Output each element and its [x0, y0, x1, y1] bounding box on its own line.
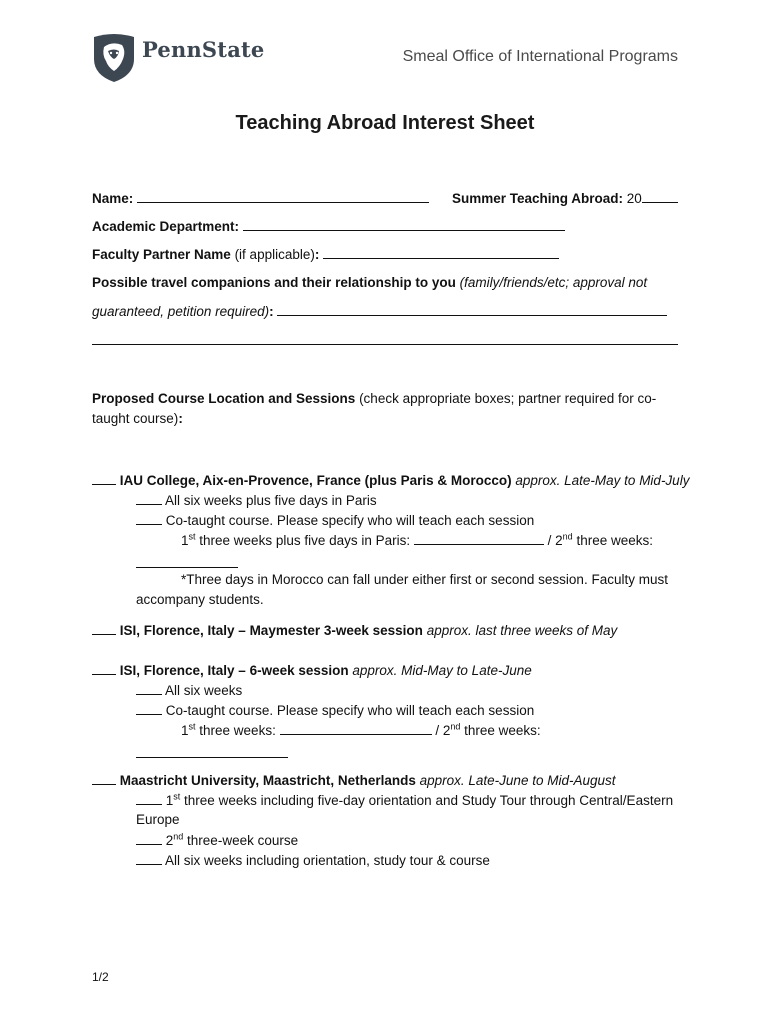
- companions-line: [92, 274, 647, 292]
- iau-dates: approx. Late-May to Mid-July: [515, 473, 690, 488]
- maastricht-line: [92, 771, 616, 790]
- iau-first-field[interactable]: [414, 531, 544, 545]
- companions-line-2: [92, 302, 667, 321]
- page-number: 1/2: [92, 970, 109, 984]
- maastricht-opt1-blank[interactable]: [136, 791, 162, 805]
- isi6-opt2-blank[interactable]: [136, 701, 162, 715]
- pennstate-logo: [92, 33, 264, 83]
- isi3-dates: approx. last three weeks of May: [426, 623, 618, 638]
- partner-field[interactable]: [323, 245, 559, 259]
- iau-first-num: 1: [181, 533, 189, 548]
- isi6-first-field[interactable]: [280, 721, 432, 735]
- maastricht-opt2-sup: nd: [173, 831, 184, 842]
- iau-sessions-line: [181, 531, 653, 550]
- isi6-name: ISI, Florence, Italy – 6-week session: [119, 663, 349, 678]
- companions-note: (family/friends/etc; approval not: [459, 275, 648, 290]
- name-field[interactable]: [137, 189, 429, 203]
- iau-morocco-line-2: [136, 591, 264, 609]
- name-line: [92, 189, 429, 208]
- partner-label: Faculty Partner Name: [92, 247, 231, 262]
- maastricht-opt2-text: three-week course: [183, 833, 299, 848]
- maastricht-opt1-text-2: Europe: [136, 812, 180, 827]
- maastricht-dates: approx. Late-June to Mid-August: [419, 773, 616, 788]
- maastricht-opt3-blank[interactable]: [136, 851, 162, 865]
- isi6-opt1-blank[interactable]: [136, 681, 162, 695]
- isi6-opt2-text: Co-taught course. Please specify who will teach each session: [165, 703, 535, 718]
- iau-opt1-text: All six weeks plus five days in Paris: [165, 493, 377, 508]
- partner-colon: :: [314, 247, 320, 262]
- iau-opt2-line: [136, 511, 534, 530]
- maastricht-opt3-text: All six weeks including orientation, study tour & course: [165, 853, 490, 868]
- summer-year-field[interactable]: [642, 189, 678, 203]
- proposed-line: [92, 390, 656, 408]
- logo-wordmark: PennState: [142, 36, 265, 62]
- maastricht-opt3-line: [136, 851, 490, 870]
- maastricht-opt2-num: 2: [165, 833, 174, 848]
- isi6-opt2-line: [136, 701, 534, 720]
- maastricht-opt2-blank[interactable]: [136, 831, 162, 845]
- proposed-note: (check appropriate boxes; partner required for co-: [355, 391, 657, 406]
- iau-opt1-blank[interactable]: [136, 491, 162, 505]
- isi6-sessions-line: [181, 721, 541, 740]
- maastricht-opt1-num: 1: [165, 793, 174, 808]
- maastricht-opt1-text: three weeks including five-day orientation and Study Tour through Central/Eastern: [180, 793, 674, 808]
- isi6-second-num: / 2: [431, 723, 451, 738]
- maastricht-name: Maastricht University, Maastricht, Netherlands: [119, 773, 416, 788]
- isi6-check-blank[interactable]: [92, 661, 116, 675]
- iau-name: IAU College, Aix-en-Provence, France (plus Paris & Morocco): [119, 473, 512, 488]
- iau-opt2-text: Co-taught course. Please specify who will teach each session: [165, 513, 535, 528]
- iau-first-label: three weeks plus five days in Paris:: [195, 533, 411, 548]
- isi6-first-sup: st: [188, 721, 196, 732]
- isi6-first-num: 1: [181, 723, 189, 738]
- isi6-first-label: three weeks:: [195, 723, 276, 738]
- isi6-dates: approx. Mid-May to Late-June: [352, 663, 532, 678]
- companions-colon: :: [269, 304, 274, 319]
- document-title: Teaching Abroad Interest Sheet: [235, 112, 535, 134]
- dept-field[interactable]: [243, 217, 565, 231]
- iau-morocco-line: [181, 571, 668, 589]
- name-label: Name:: [92, 191, 134, 206]
- iau-morocco-note-2: accompany students.: [136, 592, 264, 607]
- iau-line: [92, 471, 689, 490]
- proposed-colon: :: [178, 411, 183, 426]
- iau-second-field[interactable]: [136, 567, 238, 568]
- isi6-line: [92, 661, 532, 680]
- dept-line: [92, 217, 565, 236]
- partner-line: [92, 245, 559, 264]
- iau-opt2-blank[interactable]: [136, 511, 162, 525]
- summer-year-prefix: 20: [626, 191, 642, 206]
- nittany-lion-shield-icon: [92, 33, 136, 83]
- isi6-second-field[interactable]: [136, 757, 288, 758]
- iau-opt1-line: [136, 491, 377, 510]
- isi6-second-sup: nd: [450, 721, 461, 732]
- isi3-check-blank[interactable]: [92, 621, 116, 635]
- summer-label: Summer Teaching Abroad:: [452, 191, 624, 206]
- proposed-line-2: [92, 410, 183, 428]
- iau-second-sup: nd: [562, 531, 573, 542]
- summer-line: [452, 189, 678, 208]
- isi3-line: [92, 621, 617, 640]
- maastricht-opt1-line-2: [136, 811, 180, 829]
- companions-field-continued[interactable]: [92, 344, 678, 345]
- isi6-opt1-line: [136, 681, 242, 700]
- partner-paren: (if applicable): [230, 247, 315, 262]
- maastricht-opt1-sup: st: [173, 791, 181, 802]
- isi3-name: ISI, Florence, Italy – Maymester 3-week session: [119, 623, 423, 638]
- iau-second-label: three weeks:: [572, 533, 653, 548]
- proposed-note-2: taught course): [92, 411, 179, 426]
- maastricht-check-blank[interactable]: [92, 771, 116, 785]
- iau-first-sup: st: [188, 531, 196, 542]
- maastricht-opt1-line: [136, 791, 673, 810]
- iau-second-num: / 2: [543, 533, 563, 548]
- companions-label: Possible travel companions and their relationship to you: [92, 275, 456, 290]
- isi6-opt1-text: All six weeks: [165, 683, 243, 698]
- dept-label: Academic Department:: [92, 219, 240, 234]
- iau-morocco-note: *Three days in Morocco can fall under either first or second session. Faculty must: [181, 572, 668, 587]
- office-name: Smeal Office of International Programs: [402, 48, 678, 65]
- companions-note-2: guaranteed, petition required): [92, 304, 270, 319]
- maastricht-opt2-line: [136, 831, 298, 850]
- isi6-second-label: three weeks:: [460, 723, 541, 738]
- proposed-heading: Proposed Course Location and Sessions: [92, 391, 356, 406]
- iau-check-blank[interactable]: [92, 471, 116, 485]
- companions-field[interactable]: [277, 302, 667, 316]
